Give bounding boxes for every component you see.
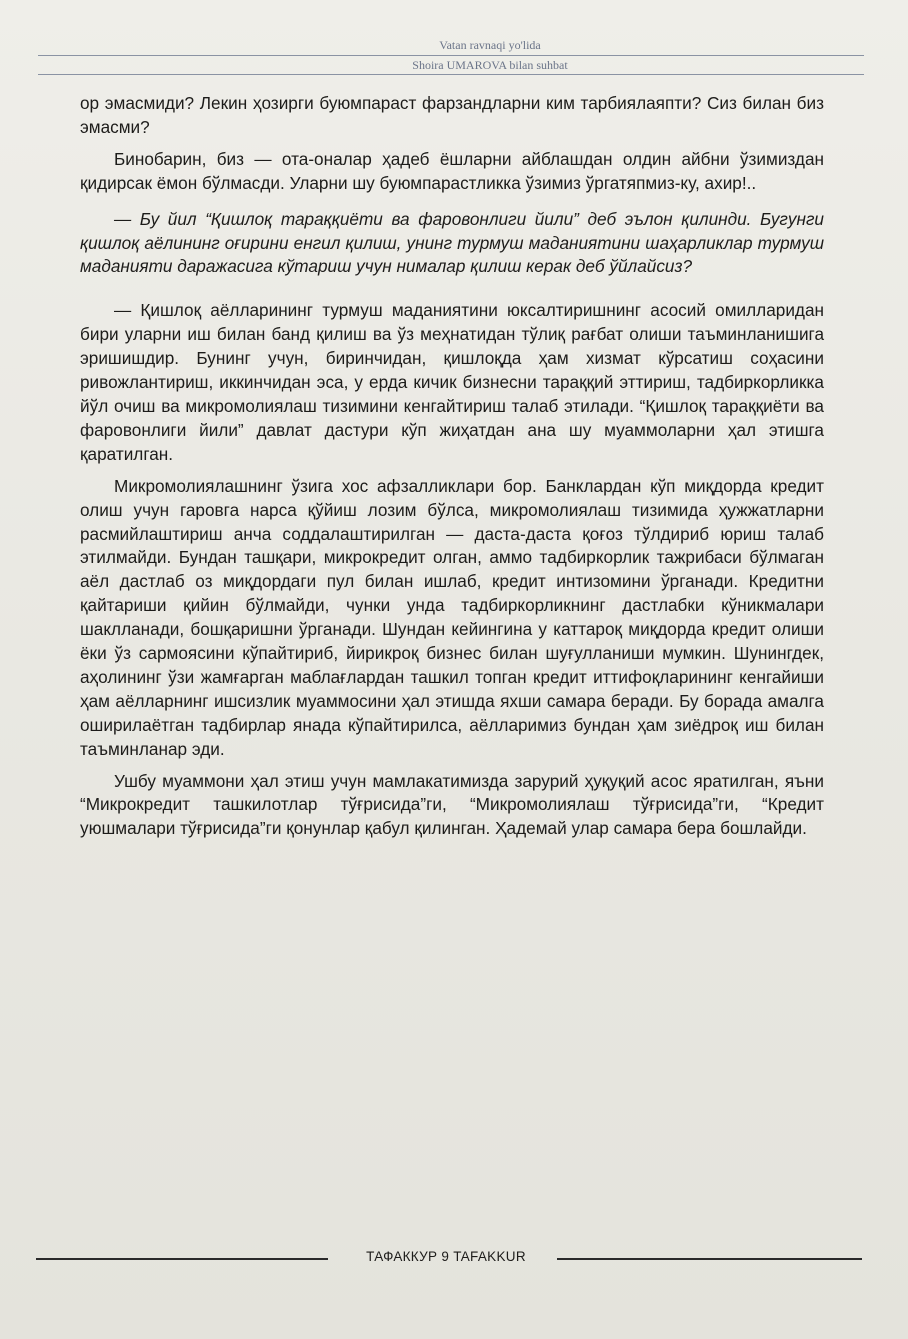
paragraph: Бинобарин, биз — ота-оналар ҳадеб ёшларни айблашдан олдин айбни ўзимиздан қидирсак ёмон бўлмасди. Уларни шу буюмпарастликка ўзимиз ўргатяпмиз-ку, ахир!.. — [80, 148, 824, 193]
header-rule-lower — [38, 74, 864, 75]
interview-question: — Бу йил “Қишлоқ тараққиёти ва фаровонлиги йили” деб эълон қилинди. Бугунги қишлоқ аёлининг оғирини енгил қилиш, унинг турмуш маданиятини шаҳарликлар турмуш маданияти даражасига кўтариш учун нималар қилиш керак деб ўйлайсиз? — [80, 208, 824, 277]
running-head-title: Vatan ravnaqi yo'lida — [439, 38, 541, 52]
page-footer — [36, 1247, 862, 1271]
footer-rule-left — [36, 1258, 328, 1260]
running-head-subtitle: Shoira UMAROVA bilan suhbat — [412, 58, 568, 72]
paragraph-continuation: ор эмасмиди? Лекин ҳозирги буюмпараст фарзандларни ким тарбиялаяпти? Сиз билан биз эмасми? — [80, 93, 824, 137]
footer-page-label: ТАФАККУР 9 TAFAKKUR — [366, 1249, 526, 1264]
interview-answer: — Қишлоқ аёлларининг турмуш маданиятини юксалтиришнинг асосий омилларидан бири уларни иш билан банд қилиш ва ўз меҳнатидан тўлиқ рағбат олиши таъминланишига эришишдир. Бунинг учун, биринчидан, қишлоқда ҳам хизмат кўрсатиш соҳасини ривожлантириш, иккинчидан эса, у ерда кичик бизнесни тараққий эттириш, тадбиркорликка йўл очиш ва микромолиялаш тизимини кенгайтириш талаб этилади. “Қишлоқ тараққиёти ва фаровонлиги йили” давлат дастури кўп жиҳатдан ана шу муаммоларни ҳал этишга қаратилган. — [80, 300, 824, 464]
paragraph: Ушбу муаммони ҳал этиш учун мамлакатимизда зарурий ҳуқуқий асос яратилган, яъни “Микрокредит ташкилотлар тўғрисида”ги, “Микромолиялаш тўғрисида”ги, “Кредит уюшмалари тўғрисида”ги қонунлар қабул қилинган. Ҳадемай улар самара бера бошлайди. — [80, 770, 824, 839]
paragraph: Микромолиялашнинг ўзига хос афзалликлари бор. Банклардан кўп миқдорда кредит олиш учун гаровга нарса қўйиш лозим бўлса, микромолиялаш тизимида ҳужжатларни расмийлаштириш анча соддалаштирилган — даста-даста қоғоз тўлдириб юриш талаб этилмайди. Бундан ташқари, микрокредит олган, аммо тадбиркорлик тажрибаси бўлмаган аёл дастлаб оз миқдордаги пул билан ишлаб, кредит интизомини ўрганади. Кредитни қайтариши қийин бўлмайди, чунки унда тадбиркорликнинг дастлабки кўникмалари шаклланади, бошқаришни ўрганади. Шундан кейингина у каттароқ миқдорда кредит олиши ёки ўз сармоясини кўпайтириб, йирикроқ бизнес билан шуғулланиши мумкин. Шунингдек, аҳолининг ўзи жамғарган маблағлардан ташкил топган кредит иттифоқларининг кенгайиши ҳам аёлларнинг ишсизлик муаммосини ҳал этишда яхши самара беради. Бу борада амалга оширилаётган тадбирлар янада кўпайтирилса, аёлларимиз бундан ҳам зиёдроқ иш билан таъминланар эди. — [80, 475, 824, 759]
article-body — [80, 92, 824, 849]
footer-rule-right — [557, 1258, 862, 1260]
header-rule — [38, 55, 864, 56]
